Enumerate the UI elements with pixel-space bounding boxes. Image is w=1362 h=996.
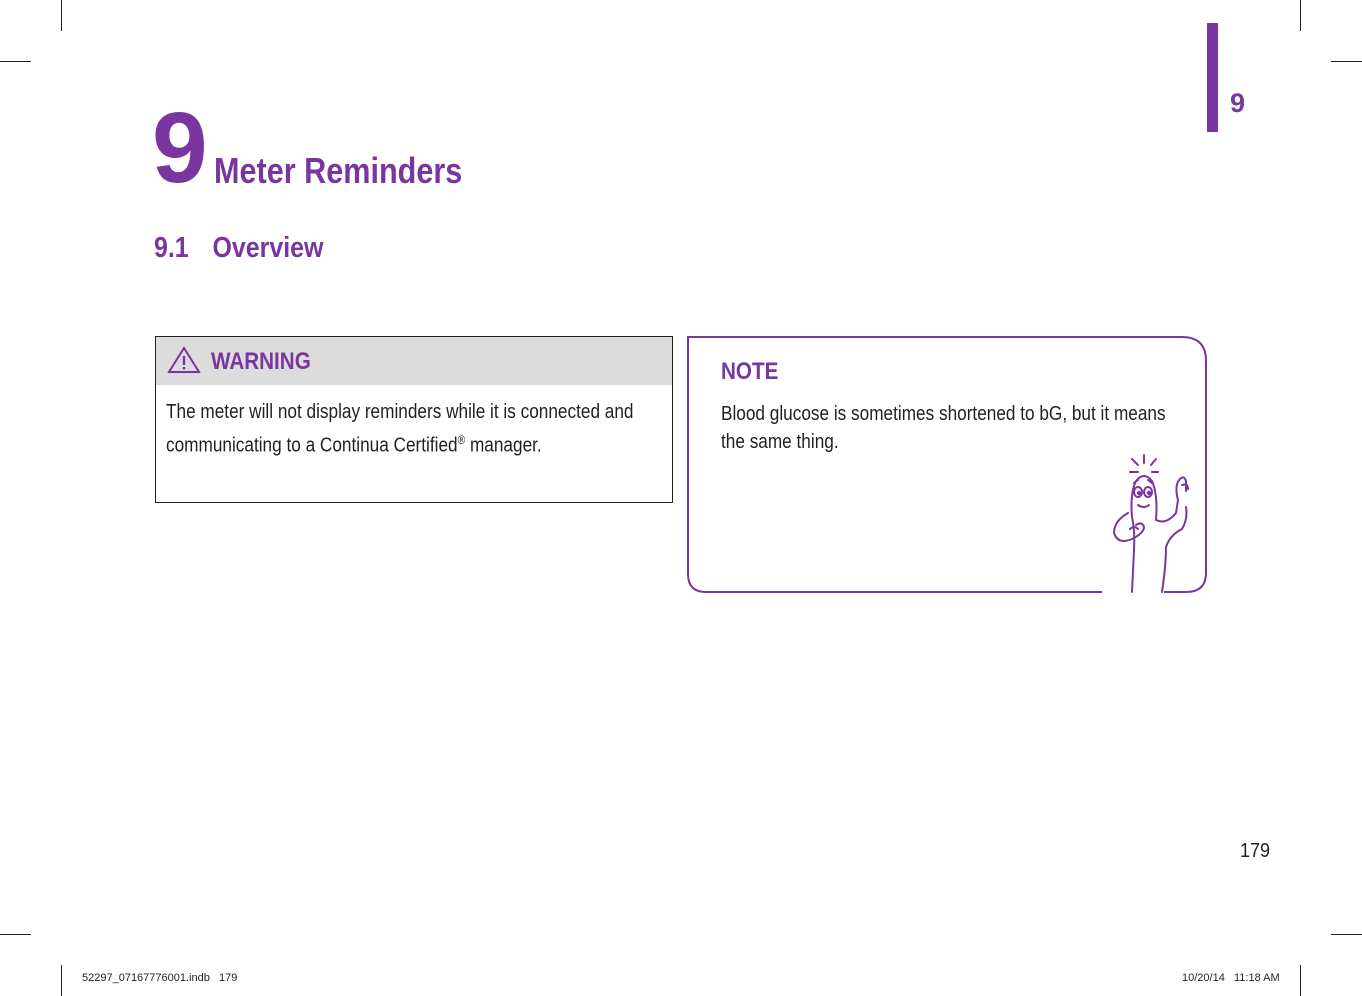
crop-mark: [1331, 61, 1362, 62]
warning-text-main: The meter will not display reminders while it is connected and communicating to a Continua Certified: [166, 401, 634, 457]
warning-text-end: manager.: [465, 434, 542, 457]
footer-timestamp: 10/20/14 11:18 AM: [1182, 972, 1280, 984]
footer-file-info: 52297_07167776001.indb 179: [82, 972, 238, 984]
section-number: 9.1: [154, 232, 189, 264]
crop-mark: [61, 965, 62, 996]
crop-mark: [0, 61, 31, 62]
note-label: NOTE: [721, 358, 779, 385]
chapter-number: 9: [152, 92, 206, 204]
warning-label: WARNING: [211, 348, 311, 375]
warning-box: [155, 336, 673, 503]
mascot-idea-illustration: [1114, 455, 1188, 592]
chapter-tab-bar: [1207, 23, 1218, 132]
crop-mark: [1300, 0, 1301, 31]
crop-mark: [1300, 965, 1301, 996]
crop-mark: [61, 0, 62, 31]
warning-header: [156, 337, 672, 385]
note-text: Blood glucose is sometimes shortened to bG, but it means the same thing.: [721, 403, 1166, 453]
registered-mark: ®: [457, 433, 466, 447]
warning-triangle-icon: [167, 346, 201, 374]
warning-text: [166, 398, 656, 460]
chapter-tab-number: 9: [1230, 88, 1246, 118]
crop-mark: [1331, 934, 1362, 935]
section-heading: [154, 232, 323, 265]
page-number: 179: [1240, 840, 1271, 862]
crop-mark: [0, 934, 31, 935]
section-title: Overview: [212, 232, 324, 264]
chapter-title: Meter Reminders: [214, 150, 463, 191]
